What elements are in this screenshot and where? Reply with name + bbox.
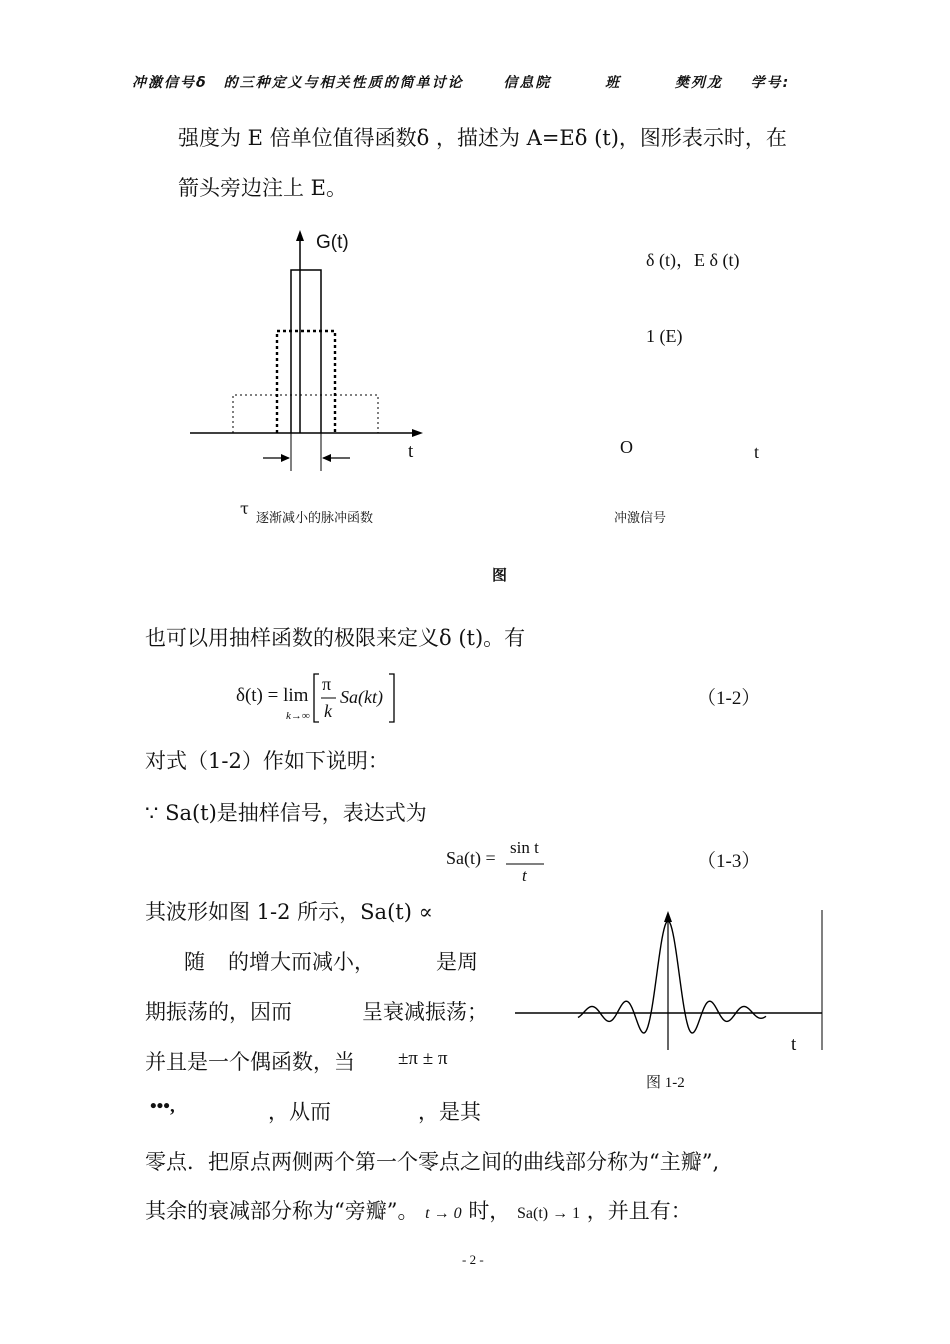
para4-text: Sa(t)是抽样信号，表达式为 [165, 801, 427, 825]
para4 [145, 797, 427, 827]
para6-text-e: ，并且有： [586, 1199, 692, 1223]
figure2-caption: 图 1-2 [646, 1075, 685, 1091]
page-number: - 2 - [462, 1252, 484, 1267]
para5-line3a: 期振荡的，因而 [145, 1000, 292, 1024]
because-symbol: ∵ [145, 801, 159, 825]
para6-limit-t: t → 0 [425, 1205, 462, 1222]
tau-symbol: τ [240, 499, 249, 518]
eq1-den: k [324, 701, 332, 721]
para5-line5a: •••, [150, 1096, 175, 1117]
header-title: 冲激信号δ 的三种定义与相关性质的简单讨论 [132, 75, 464, 91]
para5-line1: 其波形如图 1-2 所示，Sa(t) ∝ [145, 900, 433, 924]
y-axis-arrow [296, 230, 304, 241]
figure1-left-plot [185, 225, 435, 475]
pulse-medium [277, 331, 335, 433]
eq2-number: （1-3） [697, 851, 761, 872]
impulse-label-mid: 1 (E) [646, 326, 683, 346]
para5-line5b: ，从而 [268, 1100, 331, 1124]
header-dept: 信息院 [503, 75, 552, 91]
figure1-ylabel: G(t) [316, 232, 349, 253]
para3: 对式（1-2）作如下说明： [145, 749, 389, 773]
tau-arrowhead-right [322, 454, 331, 462]
para5-line2c: 是周 [436, 950, 478, 974]
eq1-number: （1-2） [697, 688, 761, 709]
header-author: 樊列龙 [674, 75, 723, 91]
para1-line2: 箭头旁边注上 E。 [178, 176, 348, 200]
eq2-num: sin t [510, 838, 539, 857]
eq2-den: t [522, 866, 527, 885]
figure1-right-caption: 冲激信号 [614, 511, 667, 526]
eq2-lhs: Sa(t) = [446, 848, 496, 868]
x-axis-arrow [412, 429, 423, 437]
running-header [132, 72, 790, 92]
para6-text-c: 时， [468, 1199, 511, 1223]
figure2-xlabel: t [791, 1034, 797, 1055]
pulse-narrow [291, 270, 321, 433]
header-class: 班 [605, 75, 622, 91]
para5-line3b: 呈衰减振荡； [362, 1000, 488, 1024]
eq1-rhs: Sa(kt) [340, 687, 383, 707]
para1-line1: 强度为 E 倍单位值得函数δ ，描述为 A=Eδ (t)，图形表示时，在 [178, 126, 787, 150]
figure1-caption: 图 [492, 566, 508, 584]
para5-line2a: 随 [184, 950, 205, 974]
header-id-label: 学号: [750, 75, 791, 91]
impulse-origin: O [620, 437, 633, 457]
para6-limit-sa: Sa(t) → 1 [517, 1205, 581, 1222]
pulse-wide [233, 395, 378, 433]
para6-text-a: 其余的衰减部分称为“旁瓣”。 [145, 1199, 419, 1223]
sa-waveform [578, 921, 766, 1033]
figure2-sa-plot [510, 905, 830, 1055]
eq1-num: π [322, 674, 332, 694]
eq1-limit-sub: k→∞ [286, 710, 310, 722]
impulse-label-top: δ (t)，E δ (t) [646, 250, 740, 270]
para5-line5c: ，是其 [418, 1100, 481, 1124]
eq1-lhs: δ(t) = lim [236, 685, 309, 706]
para6-line2 [145, 1195, 692, 1225]
para5-line4a: 并且是一个偶函数，当 [145, 1050, 355, 1074]
impulse-xlabel: t [754, 442, 760, 462]
tau-arrowhead-left [281, 454, 290, 462]
para5-line4b: ±π ± π [398, 1048, 448, 1069]
figure1-left-caption: 逐渐减小的脉冲函数 [256, 511, 374, 526]
para5-line2b: 的增大而减小， [228, 950, 375, 974]
figure1-xlabel: t [408, 441, 414, 462]
para2: 也可以用抽样函数的极限来定义δ (t)。有 [145, 626, 526, 650]
para6-line1: 零点．把原点两侧两个第一个零点之间的曲线部分称为“主瓣”, [145, 1150, 720, 1174]
